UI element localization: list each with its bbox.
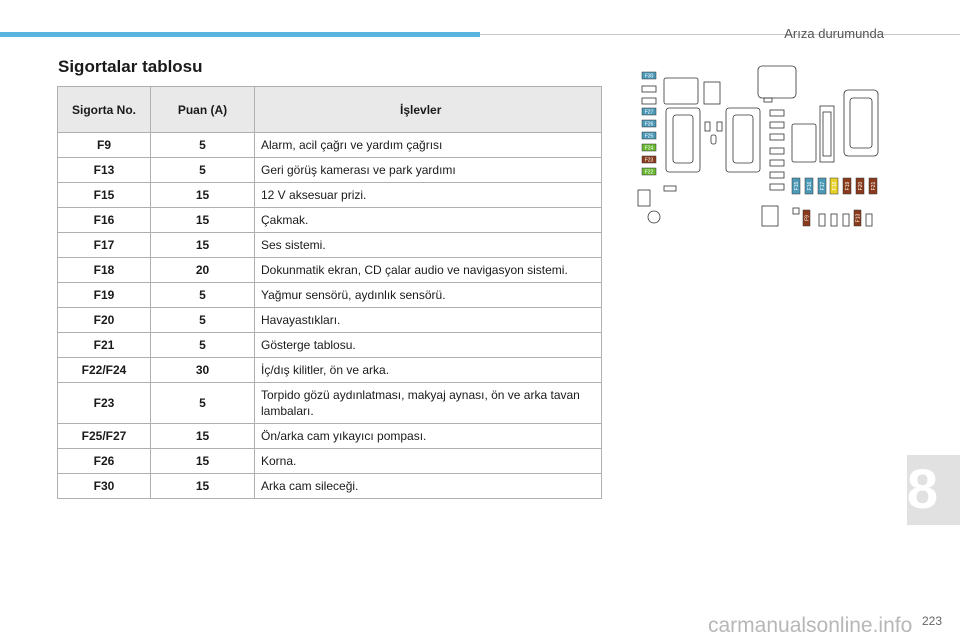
fuse-f22-label: F22 [644,169,654,176]
rating-cell: 15 [151,449,255,474]
fuse-number-cell: F13 [58,158,151,183]
fuse-number-cell: F21 [58,333,151,358]
vertical-fuse-row [792,178,877,194]
function-cell: 12 V aksesuar prizi. [255,183,602,208]
fuse-f13-label: F13 [855,213,862,223]
fuse-number-cell: F30 [58,474,151,499]
table-row [58,383,602,424]
rating-cell: 15 [151,183,255,208]
fuse-number-cell: F19 [58,283,151,308]
rating-cell: 5 [151,283,255,308]
fuse-number-cell: F16 [58,208,151,233]
column-header-fuse-no: Sigorta No. [58,87,151,133]
function-cell: Geri görüş kamerası ve park yardımı [255,158,602,183]
function-cell: Dokunmatik ekran, CD çalar audio ve navigasyon sistemi. [255,258,602,283]
table-row [58,308,602,333]
table-row [58,283,602,308]
rating-cell: 15 [151,233,255,258]
table-row [58,333,602,358]
function-cell: Havayastıkları. [255,308,602,333]
table-row [58,258,602,283]
rating-cell: 15 [151,474,255,499]
fuse-f19-label: F19 [844,181,851,191]
table-row [58,133,602,158]
function-cell: Gösterge tablosu. [255,333,602,358]
fuse-f24-label: F24 [644,145,654,152]
fuse-number-cell: F18 [58,258,151,283]
function-cell: Ses sistemi. [255,233,602,258]
fuse-table-body [58,133,602,499]
page-number: 223 [921,614,942,628]
fuse-number-cell: F25/F27 [58,424,151,449]
fuse-f26-label: F26 [644,121,654,128]
fuse-number-cell: F22/F24 [58,358,151,383]
fuse-f9-label: F9 [804,215,811,221]
fuse-number-cell: F9 [58,133,151,158]
rating-cell: 15 [151,208,255,233]
fuse-number-cell: F15 [58,183,151,208]
table-row [58,158,602,183]
fuse-f27-label: F27 [644,109,654,116]
table-row [58,474,602,499]
fuse-box-outline [638,66,878,226]
fuse-f17-label: F17 [819,181,826,191]
function-cell: Alarm, acil çağrı ve yardım çağrısı [255,133,602,158]
column-header-functions: İşlevler [255,87,602,133]
fuse-number-cell: F23 [58,383,151,424]
fuse-f30-label: F30 [644,73,654,80]
table-row [58,183,602,208]
table-row [58,424,602,449]
fuse-table [57,86,602,499]
header-rule [480,34,960,35]
header-accent-bar [0,32,480,37]
fuse-f23-label: F23 [644,157,654,164]
watermark: carmanualsonline.info [708,614,913,637]
rating-cell: 5 [151,158,255,183]
function-cell: Yağmur sensörü, aydınlık sensörü. [255,283,602,308]
fuse-f18-label: F18 [831,181,838,191]
table-header-row [58,87,602,133]
fuse-box-diagram [630,62,890,242]
fuse-number-cell: F26 [58,449,151,474]
rating-cell: 20 [151,258,255,283]
column-header-rating: Puan (A) [151,87,255,133]
fuse-f25-label: F25 [644,133,654,140]
fuse-f20-label: F20 [857,181,864,191]
fuse-f16-label: F16 [806,181,813,191]
left-fuse-column [642,72,656,175]
fuse-f21-label: F21 [870,181,877,191]
rating-cell: 30 [151,358,255,383]
chapter-number: 8 [906,457,938,520]
rating-cell: 5 [151,308,255,333]
rating-cell: 5 [151,333,255,358]
rating-cell: 15 [151,424,255,449]
function-cell: Çakmak. [255,208,602,233]
fuse-number-cell: F20 [58,308,151,333]
rating-cell: 5 [151,133,255,158]
chapter-title: Arıza durumunda [784,26,884,41]
table-row [58,449,602,474]
function-cell: Arka cam sileceği. [255,474,602,499]
table-row [58,233,602,258]
rating-cell: 5 [151,383,255,424]
table-row [58,208,602,233]
function-cell: Torpido gözü aydınlatması, makyaj aynası, ön ve arka tavan lambaları. [255,383,602,424]
bottom-fuse-row [803,210,861,226]
function-cell: Korna. [255,449,602,474]
fuse-number-cell: F17 [58,233,151,258]
function-cell: Ön/arka cam yıkayıcı pompası. [255,424,602,449]
function-cell: İç/dış kilitler, ön ve arka. [255,358,602,383]
fuse-f15-label: F15 [793,181,800,191]
section-title: Sigortalar tablosu [58,57,203,76]
table-row [58,358,602,383]
